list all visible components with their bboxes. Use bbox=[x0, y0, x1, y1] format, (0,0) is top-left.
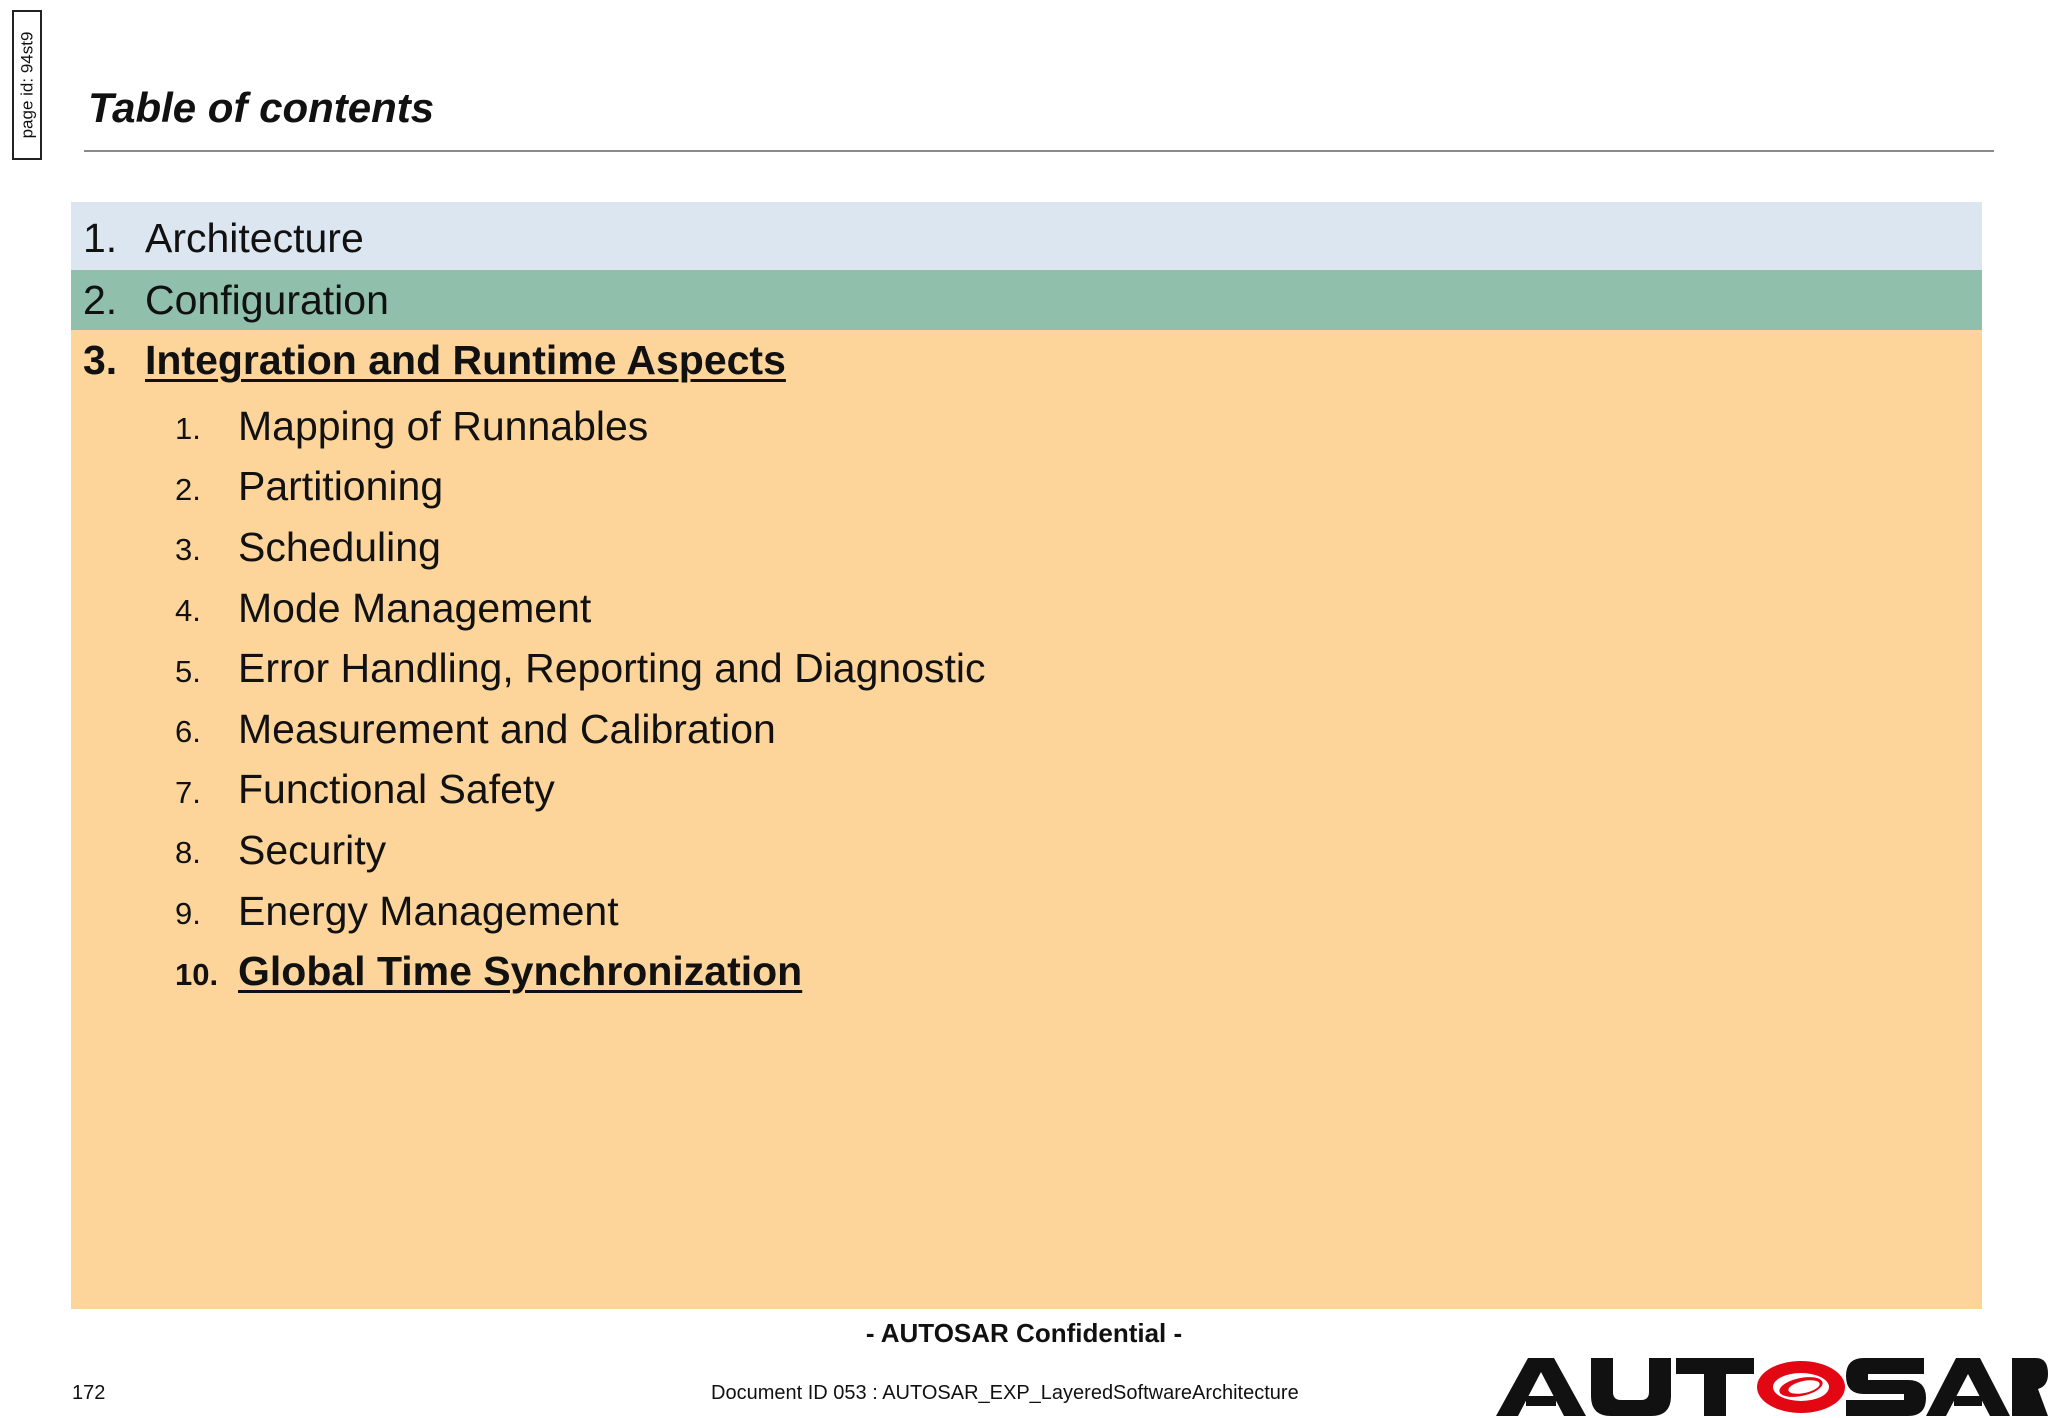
toc-subitem[interactable] bbox=[175, 881, 986, 942]
toc-item-label: Configuration bbox=[145, 277, 389, 323]
page-id-label: page id: 94st9 bbox=[17, 31, 36, 139]
toc-subitem-label: Functional Safety bbox=[238, 766, 555, 813]
table-of-contents bbox=[71, 202, 1982, 1309]
toc-section-integration bbox=[71, 330, 1982, 1309]
toc-subitem[interactable] bbox=[175, 517, 986, 578]
toc-subitem-label: Energy Management bbox=[238, 887, 619, 934]
toc-subitem-number: 9. bbox=[175, 896, 201, 932]
toc-subitem[interactable] bbox=[175, 396, 986, 457]
toc-subitem[interactable] bbox=[175, 760, 986, 821]
confidential-notice: - AUTOSAR Confidential - bbox=[865, 1318, 1183, 1348]
toc-section-architecture[interactable] bbox=[71, 202, 1982, 270]
toc-item-label: Integration and Runtime Aspects bbox=[145, 337, 786, 383]
toc-subitem[interactable] bbox=[175, 457, 986, 518]
toc-item[interactable] bbox=[83, 277, 389, 324]
toc-subitem-number: 5. bbox=[175, 653, 201, 689]
toc-subitem-number: 4. bbox=[175, 593, 201, 629]
toc-item-number: 1. bbox=[83, 215, 118, 261]
toc-item-number: 3. bbox=[83, 337, 118, 383]
toc-subitem-label: Error Handling, Reporting and Diagnostic bbox=[238, 645, 986, 692]
toc-subitem-label: Measurement and Calibration bbox=[238, 705, 776, 752]
title-divider bbox=[84, 150, 1994, 152]
toc-subitem-number: 6. bbox=[175, 714, 201, 750]
toc-subitem-label: Mapping of Runnables bbox=[238, 402, 649, 449]
toc-subitem-label: Scheduling bbox=[238, 523, 441, 570]
toc-subitem-number: 10. bbox=[175, 956, 219, 992]
toc-item-current[interactable] bbox=[83, 337, 786, 384]
page-id-box bbox=[12, 10, 42, 160]
page-title: Table of contents bbox=[88, 84, 435, 131]
toc-subitem-label: Partitioning bbox=[238, 463, 444, 510]
toc-subitem-label: Global Time Synchronization bbox=[238, 948, 803, 995]
autosar-logo-icon bbox=[1496, 1352, 2048, 1418]
toc-subitem-number: 2. bbox=[175, 471, 201, 507]
toc-subitem-number: 3. bbox=[175, 532, 201, 568]
toc-subitem[interactable] bbox=[175, 820, 986, 881]
toc-subitem[interactable] bbox=[175, 578, 986, 639]
toc-item[interactable] bbox=[83, 215, 364, 262]
toc-subitem-number: 8. bbox=[175, 835, 201, 871]
toc-subitem-current[interactable] bbox=[175, 941, 986, 1002]
toc-subitem[interactable] bbox=[175, 699, 986, 760]
toc-sublist bbox=[175, 396, 986, 1002]
page-number: 172 bbox=[72, 1382, 106, 1404]
toc-subitem[interactable] bbox=[175, 638, 986, 699]
toc-item-number: 2. bbox=[83, 277, 118, 323]
toc-subitem-number: 7. bbox=[175, 774, 201, 810]
toc-item-label: Architecture bbox=[145, 215, 364, 261]
toc-section-configuration[interactable] bbox=[71, 270, 1982, 330]
toc-subitem-number: 1. bbox=[175, 411, 201, 447]
toc-subitem-label: Security bbox=[238, 826, 387, 873]
document-id: Document ID 053 : AUTOSAR_EXP_LayeredSoftwareArchitecture bbox=[711, 1382, 1299, 1404]
toc-subitem-label: Mode Management bbox=[238, 584, 592, 631]
